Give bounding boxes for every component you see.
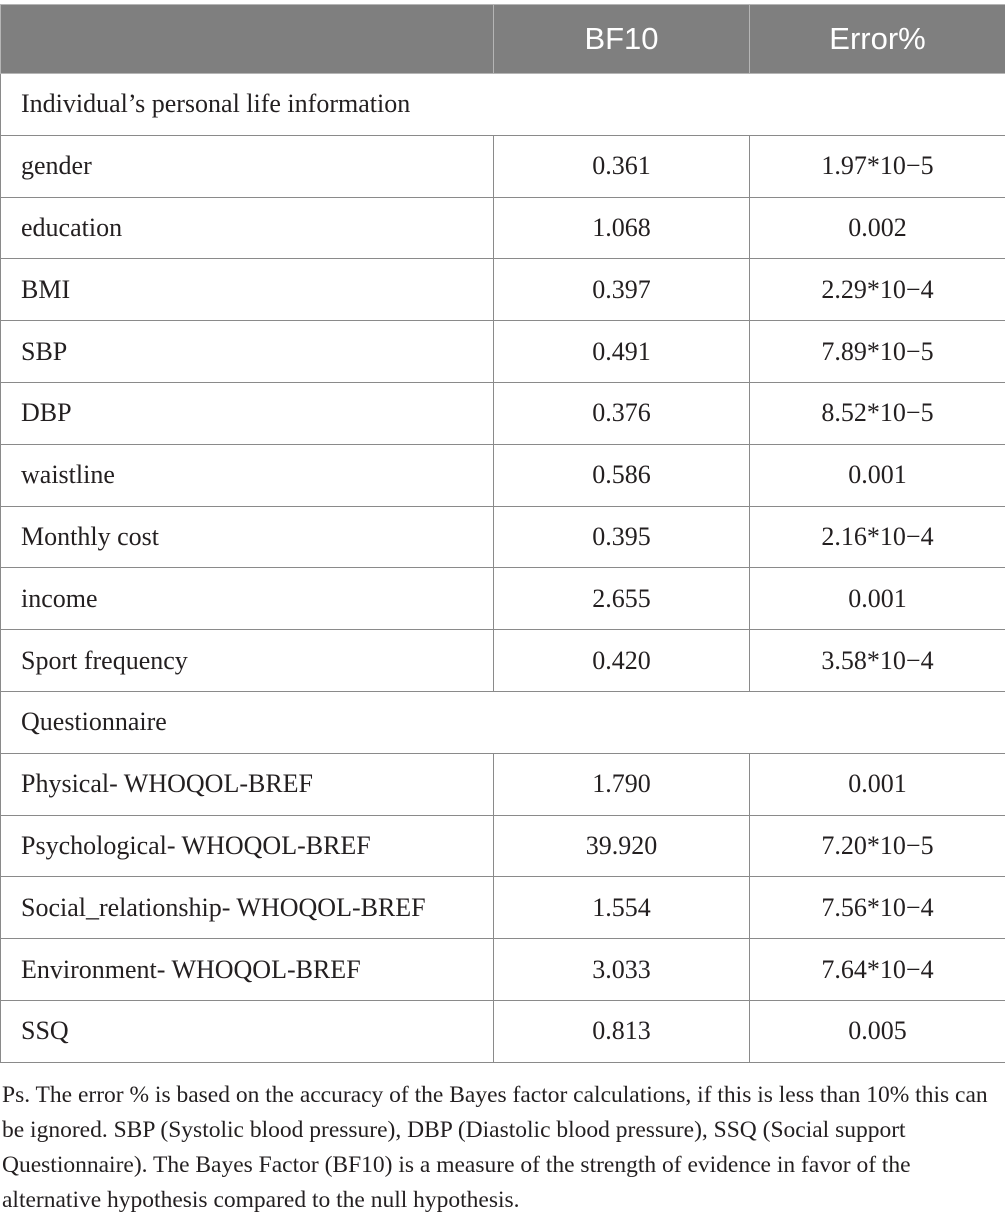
- section-row: [1, 74, 1005, 136]
- section-row: [1, 691, 1005, 753]
- row-label: BMI: [1, 259, 494, 321]
- error-value: 2.16*10−4: [750, 506, 1005, 568]
- bf10-value: 0.586: [494, 444, 750, 506]
- row-label: DBP: [1, 382, 494, 444]
- error-value: 0.002: [750, 197, 1005, 259]
- error-value: 7.20*10−5: [750, 815, 1005, 877]
- row-label: Environment- WHOQOL-BREF: [1, 939, 494, 1001]
- bf10-value: 39.920: [494, 815, 750, 877]
- header-bf10: BF10: [494, 5, 750, 74]
- error-value: 3.58*10−4: [750, 630, 1005, 692]
- table-row: [1, 506, 1005, 568]
- row-label: Physical- WHOQOL-BREF: [1, 753, 494, 815]
- header-error: Error%: [750, 5, 1005, 74]
- bf10-value: 0.397: [494, 259, 750, 321]
- row-label: Psychological- WHOQOL-BREF: [1, 815, 494, 877]
- row-label: waistline: [1, 444, 494, 506]
- bf10-value: 0.361: [494, 135, 750, 197]
- table-row: [1, 568, 1005, 630]
- error-value: 7.89*10−5: [750, 321, 1005, 383]
- table-row: [1, 382, 1005, 444]
- error-value: 0.005: [750, 1000, 1005, 1062]
- bf10-value: 0.395: [494, 506, 750, 568]
- bf10-value: 0.813: [494, 1000, 750, 1062]
- error-value: 8.52*10−5: [750, 382, 1005, 444]
- table-header: [1, 5, 1005, 74]
- bf10-value: 0.420: [494, 630, 750, 692]
- row-label: Monthly cost: [1, 506, 494, 568]
- row-label: gender: [1, 135, 494, 197]
- row-label: income: [1, 568, 494, 630]
- row-label: education: [1, 197, 494, 259]
- table-row: [1, 939, 1005, 1001]
- table-body: [1, 74, 1005, 1063]
- bayes-factor-table: [0, 4, 1005, 1063]
- section-title: Individual’s personal life information: [1, 74, 1005, 136]
- bf10-value: 1.554: [494, 877, 750, 939]
- bf10-value: 3.033: [494, 939, 750, 1001]
- table-row: [1, 630, 1005, 692]
- bf10-value: 1.790: [494, 753, 750, 815]
- error-value: 1.97*10−5: [750, 135, 1005, 197]
- table-row: [1, 321, 1005, 383]
- bf10-value: 1.068: [494, 197, 750, 259]
- section-title: Questionnaire: [1, 691, 1005, 753]
- error-value: 7.56*10−4: [750, 877, 1005, 939]
- error-value: 2.29*10−4: [750, 259, 1005, 321]
- error-value: 7.64*10−4: [750, 939, 1005, 1001]
- table-row: [1, 1000, 1005, 1062]
- table-row: [1, 197, 1005, 259]
- header-row: [1, 5, 1005, 74]
- error-value: 0.001: [750, 753, 1005, 815]
- bf10-value: 0.491: [494, 321, 750, 383]
- table-row: [1, 259, 1005, 321]
- table-row: [1, 135, 1005, 197]
- bf10-value: 2.655: [494, 568, 750, 630]
- error-value: 0.001: [750, 568, 1005, 630]
- table-row: [1, 753, 1005, 815]
- header-label-cell: [1, 5, 494, 74]
- bf10-value: 0.376: [494, 382, 750, 444]
- table-row: [1, 444, 1005, 506]
- row-label: Sport frequency: [1, 630, 494, 692]
- table-footnote: Ps. The error % is based on the accuracy of the Bayes factor calculations, if this is less than 10% this can be ignored. SBP (Systolic blood pressure), DBP (Diastolic blood pressure), SSQ (Social support Questionnaire). The Bayes Factor (BF10) is a measure of the strength of evidence in favor of the alternative hypothesis compared to the null hypothesis.: [2, 1082, 988, 1213]
- error-value: 0.001: [750, 444, 1005, 506]
- row-label: SBP: [1, 321, 494, 383]
- table-row: [1, 815, 1005, 877]
- row-label: SSQ: [1, 1000, 494, 1062]
- row-label: Social_relationship- WHOQOL-BREF: [1, 877, 494, 939]
- table-row: [1, 877, 1005, 939]
